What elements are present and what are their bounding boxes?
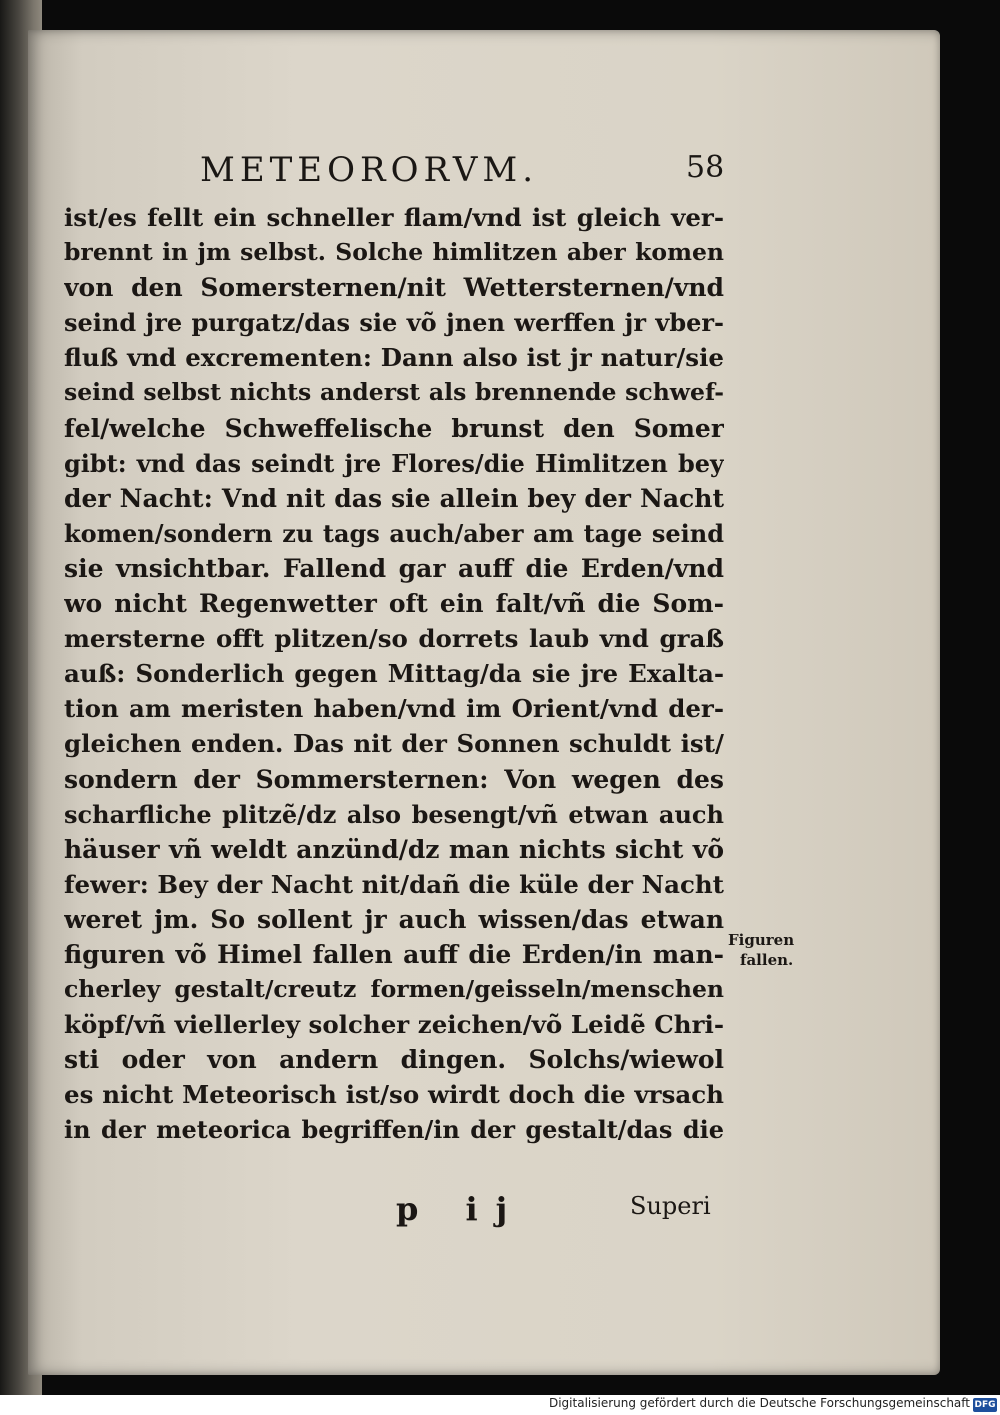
text-line: mersterne offt plitzen/so dorrets laub vnd graß [64,624,724,654]
text-line: seind selbst nichts anderst als brennende schwef- [64,378,724,407]
footer-bar [0,1395,1000,1415]
signature-mark: p ij [396,1190,526,1228]
text-line: gleichen enden. Das nit der Sonnen schuldt ist/ [64,729,724,759]
body-text [64,200,724,1148]
text-line: cherley gestalt/creutz formen/geisseln/menschen [64,975,724,1004]
text-line: weret jm. So sollent jr auch wissen/das etwan [64,904,724,934]
text-line: sti oder von andern dingen. Solchs/wiewol [64,1045,724,1075]
funding-credit: Digitalisierung gefördert durch die Deutsche Forschungsgemeinschaft [548,1396,970,1410]
marginal-note-line: Figuren [728,931,795,949]
text-line: fluß vnd excrementen: Dann also ist jr natur/sie [64,343,724,373]
text-line: scharfliche plitzẽ/dz also besengt/vñ etwan auch [64,799,724,829]
text-line: sondern der Sommersternen: Von wegen des [64,764,724,794]
text-line: figuren võ Himel fallen auff die Erden/in man- [64,939,724,969]
text-line: sie vnsichtbar. Fallend gar auff die Erden/vnd [64,553,724,583]
text-line: komen/sondern zu tags auch/aber am tage seind [64,518,724,548]
text-line: ist/es fellt ein schneller flam/vnd ist gleich ver- [64,203,724,232]
text-line: von den Somersternen/nit Wettersternen/vnd [64,273,724,303]
running-head: METEORORVM. [200,150,539,190]
marginal-note [728,930,794,970]
catchword: Superi [630,1192,711,1220]
page-number: 58 [686,150,725,185]
text-line: tion am meristen haben/vnd im Orient/vnd der- [64,694,724,724]
text-line: fel/welche Schweffelische brunst den Somer [64,413,724,443]
text-line: köpf/vñ viellerley solcher zeichen/võ Leidẽ Chri- [64,1010,724,1040]
text-line: wo nicht Regenwetter oft ein falt/vñ die Som- [64,589,724,619]
text-line: häuser vñ weldt anzünd/dz man nichts sicht võ [64,834,724,864]
marginal-note-line: fallen. [740,951,794,969]
text-line: fewer: Bey der Nacht nit/dañ die küle der Nacht [64,869,724,899]
text-line: in der meteorica begriffen/in der gestalt/das die [64,1115,724,1145]
dfg-logo: DFG [974,1400,996,1410]
text-line: es nicht Meteorisch ist/so wirdt doch die vrsach [64,1080,724,1110]
text-line: gibt: vnd das seindt jre Flores/die Himlitzen bey [64,448,724,478]
text-line: seind jre purgatz/das sie võ jnen werffen jr vber- [64,308,724,338]
text-line: der Nacht: Vnd nit das sie allein bey der Nacht [64,483,724,513]
text-line: auß: Sonderlich gegen Mittag/da sie jre Exalta- [64,659,724,689]
text-line: brennt in jm selbst. Solche himlitzen aber komen [64,238,724,267]
